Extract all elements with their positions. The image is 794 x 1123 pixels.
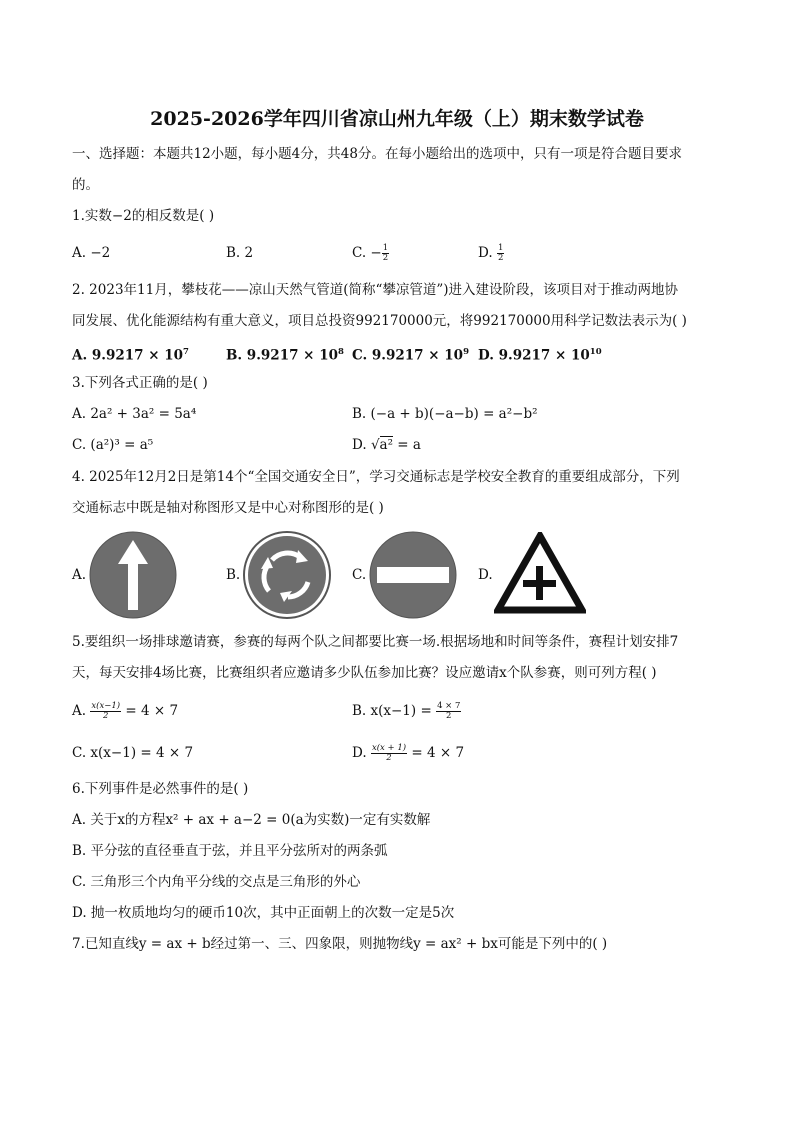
q6-option-d: D. 抛一枚质地均匀的硬币10次，其中正面朝上的次数一定是5次 [72, 905, 455, 921]
q1-option-c: C. − $\frac{1}{2}$ [352, 243, 389, 263]
q1-option-d: D. $\frac{1}{2}$ [478, 243, 504, 263]
exam-title: 2025-2026学年四川省凉山州九年级（上）期末数学试卷 [150, 108, 644, 130]
q5-option-d: D. $\frac{x(x + 1)}{2}$ = 4 × 7 [352, 743, 465, 763]
q1-stem: 1.实数−2的相反数是( ) [72, 208, 215, 224]
q5-stem-line2: 天，每天安排4场比赛，比赛组织者应邀请多少队伍参加比赛？设应邀请x个队参赛，则可列方程( ) [72, 665, 657, 681]
roundabout-sign-icon [242, 530, 332, 620]
q5-option-b: B. x(x−1) = $\frac{4 \times 7}{2}$ [352, 701, 461, 721]
q2-option-d: D. $9.9217 \times 10^{10}$ [478, 347, 602, 364]
q4-option-a-label: A. [72, 567, 87, 583]
q4-stem-line2: 交通标志中既是轴对称图形又是中心对称图形的是( ) [72, 500, 384, 516]
q7-stem: 7.已知直线y = ax + b经过第一、三、四象限，则抛物线y = ax² + bx可能是下列中的( ) [72, 936, 608, 952]
q3-option-b: B. (−a + b)(−a−b) = a²−b² [352, 406, 538, 422]
q5-option-a: A. $\frac{x(x-1)}{2}$ = 4 × 7 [72, 701, 179, 721]
section-heading-line1: 一、选择题：本题共12小题，每小题4分，共48分。在每小题给出的选项中，只有一项是符合题目要求 [72, 146, 682, 162]
q5-option-c: C. x(x−1) = 4 × 7 [72, 745, 194, 761]
q4-option-d-label: D. [478, 567, 493, 583]
q3-option-d: D. √a² = a [352, 437, 421, 453]
q2-option-b: B. $9.9217 \times 10^8$ [226, 347, 344, 364]
warning-plus-sign-icon [494, 532, 586, 614]
q6-option-b: B. 平分弦的直径垂直于弦，并且平分弦所对的两条弧 [72, 843, 388, 859]
q3-stem: 3.下列各式正确的是( ) [72, 375, 208, 391]
q3-option-a: A. 2a² + 3a² = 5a⁴ [72, 406, 197, 422]
q3-option-c: C. (a²)³ = a⁵ [72, 437, 154, 453]
q2-stem-line1: 2. 2023年11月，攀枝花——凉山天然气管道(简称“攀凉管道”)进入建设阶段，该项目对于推动两地协 [72, 282, 679, 298]
q2-stem-line2: 同发展、优化能源结构有重大意义，项目总投资992170000元，将992170000用科学记数法表示为( ) [72, 313, 687, 329]
no-entry-sign-icon [368, 530, 458, 620]
q1-option-a: A. −2 [72, 245, 111, 261]
q2-option-c: C. $9.9217 \times 10^9$ [352, 347, 469, 364]
section-heading-line2: 的。 [72, 177, 99, 193]
up-arrow-sign-icon [88, 530, 178, 620]
q1-option-b: B. 2 [226, 245, 254, 261]
q6-stem: 6.下列事件是必然事件的是( ) [72, 781, 249, 797]
q4-option-c-label: C. [352, 567, 367, 583]
q4-stem-line1: 4. 2025年12月2日是第14个“全国交通安全日”，学习交通标志是学校安全教育的重要组成部分，下列 [72, 469, 680, 485]
q4-option-b-label: B. [226, 567, 241, 583]
q2-option-a: A. $9.9217 \times 10^7$ [72, 347, 189, 364]
q6-option-c: C. 三角形三个内角平分线的交点是三角形的外心 [72, 874, 361, 890]
q6-option-a: A. 关于x的方程x² + ax + a−2 = 0(a为实数)一定有实数解 [72, 812, 431, 828]
q5-stem-line1: 5.要组织一场排球邀请赛，参赛的每两个队之间都要比赛一场.根据场地和时间等条件，赛程计划安排7 [72, 634, 679, 650]
